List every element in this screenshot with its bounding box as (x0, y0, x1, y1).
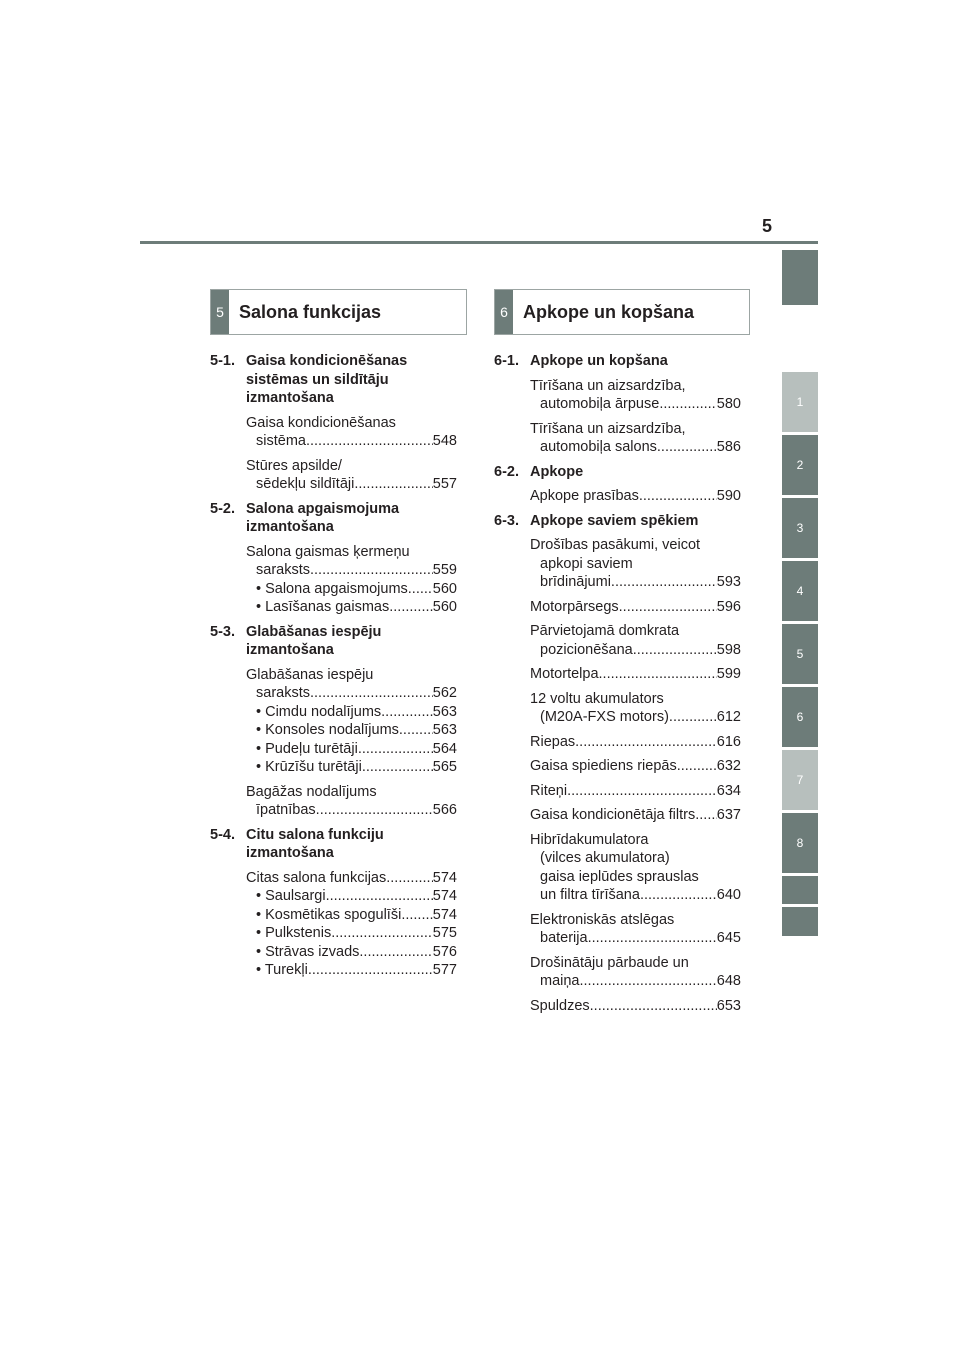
toc-bullet-text: • Krūzīšu turētāji (256, 759, 362, 775)
toc-page-number: 586 (716, 439, 741, 455)
toc-entry-text: Apkope prasības (530, 488, 639, 504)
section-title-line: izmantošana (246, 845, 334, 861)
toc-entry (246, 414, 457, 451)
toc-page-number: 548 (432, 433, 457, 449)
section-title-line: Citu salona funkciju (246, 826, 384, 843)
section-title-line: Apkope saviem spēkiem (530, 512, 699, 529)
toc-page-number: 574 (432, 906, 457, 923)
toc-entry (530, 757, 741, 776)
dot-leader (677, 757, 717, 776)
toc-entry-line: apkopi saviem (540, 555, 633, 572)
dot-leader (399, 721, 433, 740)
toc-page-number: 557 (432, 476, 457, 492)
toc-entry (530, 622, 741, 659)
dot-leader (358, 740, 433, 759)
toc-entry-line: Tīrīšana un aizsardzība, (530, 420, 686, 437)
toc-page-number: 612 (716, 709, 741, 725)
section-title-line: sistēmas un sildītāju (246, 371, 389, 388)
toc-entry-text: automobiļa salons (540, 439, 657, 455)
toc-bullet-entry[interactable] (256, 961, 457, 980)
toc-bullet-text: • Salona apgaismojums (256, 580, 408, 597)
toc-bullet-text: • Konsoles nodalījums (256, 722, 399, 738)
toc-entry (530, 536, 741, 592)
section-title (530, 512, 741, 531)
chapter-tab-3[interactable]: 3 (782, 498, 818, 558)
toc-section-heading (494, 352, 741, 371)
chapter-tab-1[interactable]: 1 (782, 372, 818, 432)
dot-leader (386, 869, 433, 888)
toc-entry-text: baterija (540, 930, 588, 946)
toc-entry-line: Gaisa kondicionēšanas (246, 414, 396, 431)
toc-entry-link[interactable] (530, 487, 741, 506)
toc-entry (530, 377, 741, 414)
section-title (530, 463, 741, 482)
section-number: 5-3. (210, 623, 235, 640)
toc-bullet-entry[interactable] (256, 758, 457, 777)
toc-page-number: 566 (432, 802, 457, 818)
chapter-tab-4[interactable]: 4 (782, 561, 818, 621)
toc-entry-text: automobiļa ārpuse (540, 396, 660, 412)
toc-entry-text: sistēma (256, 433, 306, 449)
toc-entry-link[interactable] (530, 708, 741, 727)
toc-entry-text: Gaisa kondicionētāja filtrs (530, 807, 696, 823)
toc-bullet-entry[interactable] (256, 721, 457, 740)
section-number: 5-1. (210, 353, 235, 369)
toc-entry-link[interactable] (530, 972, 741, 991)
toc-entry-link[interactable] (530, 438, 741, 457)
toc-entry-line: Drošinātāju pārbaude un (530, 954, 689, 971)
dot-leader (599, 665, 717, 684)
toc-section-heading (494, 512, 741, 531)
toc-bullet-text: • Turekļi (256, 962, 308, 978)
toc-entry-link[interactable] (530, 598, 741, 617)
toc-page-number: 559 (432, 562, 457, 578)
toc-entry (530, 806, 741, 825)
toc-page-number: 560 (432, 580, 457, 597)
chapter-tab-2[interactable]: 2 (782, 435, 818, 495)
toc-entry-text: Gaisa spiediens riepās (530, 758, 677, 774)
toc-entry-link[interactable] (246, 475, 457, 494)
section-title-line: izmantošana (246, 519, 334, 535)
toc-entry-text: un filtra tīrīšana (540, 887, 640, 903)
section-number: 5-4. (210, 826, 235, 843)
toc-section-heading (210, 623, 457, 660)
toc-bullet-entry[interactable] (256, 740, 457, 759)
section-title-line: Salona apgaismojuma (246, 500, 400, 517)
dot-leader (657, 438, 717, 457)
toc-page-number: 598 (716, 641, 741, 658)
toc-page-number: 575 (432, 925, 457, 941)
toc-entry (530, 690, 741, 727)
chapter-tab-5[interactable]: 5 (782, 624, 818, 684)
toc-entry (246, 783, 457, 820)
header-rule (140, 241, 818, 244)
dot-leader (567, 782, 717, 801)
toc-bullet-text: • Lasīšanas gaismas (256, 599, 390, 615)
toc-entry-line: Glabāšanas iespēju (246, 666, 374, 683)
dot-leader (306, 432, 433, 451)
toc-page-number: 590 (716, 488, 741, 504)
toc-page-number: 634 (716, 782, 741, 799)
toc-entry-line: gaisa ieplūdes sprauslas (540, 868, 699, 885)
toc-entry-text: saraksts (256, 562, 310, 578)
toc-entry (246, 666, 457, 703)
toc-page-number: 653 (716, 997, 741, 1014)
toc-entry (246, 869, 457, 888)
section-title-line: Apkope un kopšana (530, 353, 668, 369)
toc-page-number: 640 (716, 887, 741, 903)
dot-leader (669, 708, 717, 727)
toc-entry-line: 12 voltu akumulators (530, 690, 664, 707)
dot-leader (575, 733, 717, 752)
toc-page-number: 563 (432, 722, 457, 738)
dot-leader (381, 703, 433, 722)
dot-leader (619, 598, 717, 617)
toc-entry-link[interactable] (530, 997, 741, 1016)
toc-section-heading (210, 352, 457, 408)
toc-entry-link[interactable] (246, 432, 457, 451)
toc-entry-line: Tīrīšana un aizsardzība, (530, 377, 686, 394)
toc-entry-line: Bagāžas nodalījums (246, 783, 377, 800)
toc-entry-link[interactable] (530, 641, 741, 660)
chapter-tab-6[interactable]: 6 (782, 687, 818, 747)
section-title-line: izmantošana (246, 390, 334, 406)
dot-leader (331, 924, 433, 943)
section-title-line: izmantošana (246, 642, 334, 658)
toc-page-number: 577 (432, 962, 457, 978)
toc-bullet-text: • Saulsargi (256, 888, 326, 904)
toc-entry (530, 733, 741, 752)
toc-bullet-entry[interactable] (256, 598, 457, 617)
toc-page-number: 596 (716, 598, 741, 615)
dot-leader (326, 887, 433, 906)
toc-page-number: 565 (432, 759, 457, 775)
toc-entry-text: pozicionēšana (540, 641, 633, 658)
chapter-6-title: Apkope un kopšana (523, 301, 695, 322)
dot-leader (362, 758, 433, 777)
toc-entry-text: Riepas (530, 733, 576, 750)
dot-leader (316, 801, 433, 820)
toc-section-heading (494, 463, 741, 482)
toc-entry (530, 487, 741, 506)
toc-entry (530, 997, 741, 1016)
toc-entry-text: saraksts (256, 685, 310, 701)
toc-entry-line: Salona gaismas ķermeņu (246, 543, 410, 560)
toc-section-heading (210, 500, 457, 537)
chapter-6-contents (494, 352, 741, 1015)
toc-entry (530, 911, 741, 948)
toc-entry-text: maiņa (540, 973, 580, 989)
toc-entry-link[interactable] (530, 395, 741, 414)
toc-entry-link[interactable] (530, 886, 741, 905)
toc-entry-line: Stūres apsilde/ (246, 457, 342, 474)
toc-page-number: 632 (716, 758, 741, 774)
toc-entry-link[interactable] (530, 573, 741, 592)
toc-page-number: 574 (432, 869, 457, 886)
toc-bullet-text: • Pudeļu turētāji (256, 740, 358, 757)
toc-entry-link[interactable] (530, 929, 741, 948)
toc-page-number: 560 (432, 599, 457, 615)
toc-bullet-entry[interactable] (256, 924, 457, 943)
toc-entry-text: Riteņi (530, 782, 568, 799)
toc-entry-text: sēdekļu sildītāji (256, 476, 355, 492)
toc-bullet-text: • Kosmētikas spogulīši (256, 906, 402, 923)
dot-leader (308, 961, 433, 980)
section-title-line: Gaisa kondicionēšanas (246, 353, 408, 369)
section-title (530, 352, 741, 371)
toc-entry-link[interactable] (246, 684, 457, 703)
dot-leader (310, 561, 433, 580)
dot-leader (310, 684, 433, 703)
dot-leader (659, 395, 716, 414)
chapter-5-title: Salona funkcijas (239, 301, 382, 322)
toc-entry-link[interactable] (530, 733, 741, 752)
chapter-tab-blank[interactable] (782, 876, 818, 904)
dot-leader (695, 806, 717, 825)
toc-bullet-entry[interactable] (256, 887, 457, 906)
toc-entry-line: (vilces akumulatora) (540, 850, 670, 866)
section-title (246, 826, 457, 863)
toc-entry-line: Pārvietojamā domkrata (530, 623, 680, 639)
toc-entry (246, 457, 457, 494)
toc-entry (530, 665, 741, 684)
dot-leader (590, 997, 717, 1016)
dot-leader (389, 598, 433, 617)
toc-entry-text: Motortelpa (530, 666, 599, 682)
toc-bullet-entry[interactable] (256, 580, 457, 599)
toc-page-number: 593 (716, 574, 741, 590)
chapter-6-number: 6 (495, 290, 513, 334)
section-number: 6-2. (494, 463, 519, 480)
toc-page-number: 599 (716, 666, 741, 682)
toc-entry (530, 598, 741, 617)
section-title-line: Glabāšanas iespēju (246, 623, 382, 640)
toc-section-heading (210, 826, 457, 863)
chapter-5-number: 5 (211, 290, 229, 334)
chapter-tab-blank[interactable] (782, 907, 818, 936)
toc-entry (530, 782, 741, 801)
dot-leader (580, 972, 717, 991)
toc-bullet-entry[interactable] (256, 943, 457, 962)
toc-entry-text: Citas salona funkcijas (246, 869, 387, 886)
toc-entry (530, 831, 741, 905)
toc-entry (530, 420, 741, 457)
toc-page-number: 637 (716, 807, 741, 823)
toc-entry-link[interactable] (246, 801, 457, 820)
dot-leader (359, 943, 432, 962)
toc-entry-link[interactable] (246, 869, 457, 888)
dot-leader (633, 641, 717, 660)
dot-leader (639, 487, 717, 506)
toc-entry-line: Hibrīdakumulatora (530, 831, 649, 848)
section-title (246, 352, 457, 408)
toc-entry-link[interactable] (246, 561, 457, 580)
chapter-5-header (210, 289, 467, 335)
toc-page-number: 562 (432, 685, 457, 701)
section-title (246, 500, 457, 537)
toc-entry-line: Elektroniskās atslēgas (530, 911, 675, 928)
section-number: 5-2. (210, 500, 235, 517)
toc-entry (246, 543, 457, 580)
toc-page-number: 616 (716, 733, 741, 750)
dot-leader (588, 929, 717, 948)
section-title (246, 623, 457, 660)
toc-entry-text: (M20A-FXS motors) (540, 709, 669, 725)
chapter-5-contents (210, 352, 457, 980)
toc-page-number: 648 (716, 973, 741, 989)
toc-entry-text: brīdinājumi (540, 574, 611, 590)
toc-page-number: 563 (432, 703, 457, 720)
toc-page-number: 580 (716, 396, 741, 412)
toc-page-number: 576 (432, 943, 457, 960)
toc-entry (530, 954, 741, 991)
toc-entry-line: Drošības pasākumi, veicot (530, 537, 701, 553)
toc-entry-link[interactable] (530, 782, 741, 801)
dot-leader (640, 886, 717, 905)
page-number: 5 (761, 216, 772, 236)
toc-entry-text: Spuldzes (530, 997, 590, 1014)
toc-page-number: 564 (432, 740, 457, 757)
dot-leader (408, 580, 433, 599)
toc-bullet-text: • Cimdu nodalījums (256, 703, 382, 720)
toc-bullet-text: • Pulkstenis (256, 925, 332, 941)
dot-leader (354, 475, 432, 494)
toc-entry-link[interactable] (530, 757, 741, 776)
section-number: 6-1. (494, 353, 519, 369)
toc-entry-link[interactable] (530, 665, 741, 684)
toc-entry-link[interactable] (530, 806, 741, 825)
section-number: 6-3. (494, 512, 519, 529)
chapter-tab-blank[interactable] (782, 250, 818, 305)
toc-entry-text: īpatnības (256, 802, 316, 818)
chapter-6-header (494, 289, 750, 335)
toc-bullet-text: • Strāvas izvads (256, 943, 360, 960)
dot-leader (611, 573, 717, 592)
dot-leader (401, 906, 432, 925)
toc-bullet-entry[interactable] (256, 906, 457, 925)
toc-entry-text: Motorpārsegs (530, 598, 619, 615)
section-title-line: Apkope (530, 463, 584, 480)
toc-bullet-entry[interactable] (256, 703, 457, 722)
chapter-tab-8[interactable]: 8 (782, 813, 818, 873)
toc-page-number: 574 (432, 888, 457, 904)
chapter-tab-7[interactable]: 7 (782, 750, 818, 810)
toc-page-number: 645 (716, 930, 741, 946)
